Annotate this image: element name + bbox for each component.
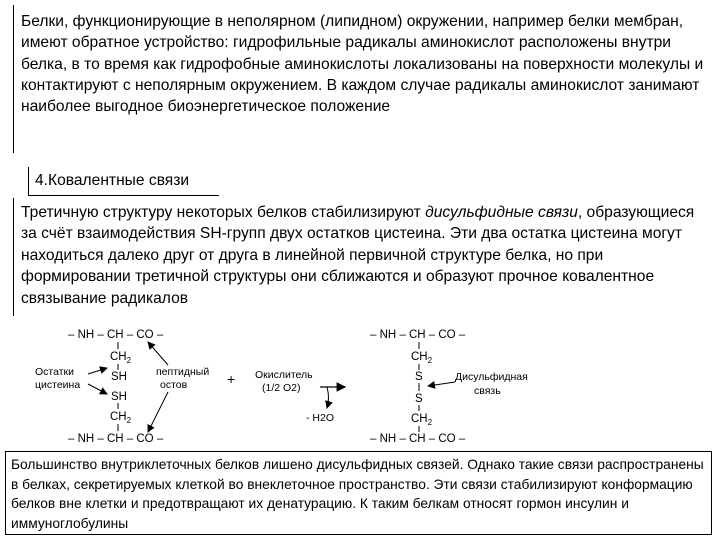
disulfide-label-line2: связь <box>474 385 501 397</box>
summary-paragraph: Большинство внутриклеточных белков лишено дисульфидных связей. Однако такие связи распространены в белках, секретируемых клеткой во внеклеточное пространство. Эти связи стабилизируют конформацию белков вне клетки и предотвращают их денатурацию. К таким белкам относят гормон инсулин и иммуноглобулины <box>11 457 704 531</box>
summary-paragraph-box <box>5 451 712 535</box>
oxidizer-label: Окислитель <box>255 369 313 381</box>
section-heading: 4.Ковалентные связи <box>35 172 190 189</box>
cysteine-label-line1: Остатки <box>35 366 74 378</box>
section-heading-box <box>28 167 219 196</box>
left-ch2-bottom: $CH_2$ <box>110 411 132 425</box>
left-top-chain: – NH – CH – CO – <box>68 329 164 341</box>
right-s-top: S <box>415 371 423 383</box>
cysteine-label-line2: цистеина <box>35 379 81 391</box>
covalent-paragraph <box>14 198 706 309</box>
covalent-text-start: Третичную структуру некоторых белков стабилизируют <box>21 204 426 221</box>
right-ch2-bottom: $CH_2$ <box>411 413 433 427</box>
covalent-paragraph-box <box>13 198 706 316</box>
covalent-text-end: , образующиеся за счёт взаимодействия SH-групп двух остатков цистеина. Эти два остатка цистеина могут находиться далеко друг от друга в линейной первичной структуре белка, но при формировании третичной структуры они сближаются и образуют прочное ковалентное связывание радикалов <box>21 204 695 307</box>
left-bottom-chain: – NH – CH – CO – <box>68 433 164 445</box>
intro-paragraph: Белки, функционирующие в неполярном (липидном) окружении, например белки мембран, имеют обратное устройство: гидрофильные радикалы аминокислот расположены внутри белка, в то время как гидрофобные аминокислоты локализованы на поверхности молекулы и контактируют с неполярным окружением. В каждом случае радикалы аминокислот занимают наиболее выгодное биоэнергетическое положение <box>21 13 704 116</box>
disulfide-bond-diagram <box>0 318 720 450</box>
disulfide-label-line1: Дисульфидная <box>455 371 528 383</box>
backbone-label-line1: пептидный <box>156 366 210 378</box>
plus-sign: + <box>227 371 236 387</box>
left-sh-bottom: SH <box>111 391 127 403</box>
covalent-text-italic: дисульфидные связи <box>425 204 578 221</box>
left-sh-top: SH <box>111 371 127 383</box>
oxidizer-formula: (1/2 O2) <box>262 382 301 394</box>
water-loss-label: - H2O <box>306 412 335 424</box>
right-bottom-chain: – NH – CH – CO – <box>370 433 466 445</box>
left-ch2-top: $CH_2$ <box>110 351 132 365</box>
intro-paragraph-box <box>13 5 706 153</box>
right-ch2-top: $CH_2$ <box>411 351 433 365</box>
right-s-bottom: S <box>415 393 423 405</box>
backbone-label-line2: остов <box>160 379 188 391</box>
right-top-chain: – NH – CH – CO – <box>370 329 466 341</box>
